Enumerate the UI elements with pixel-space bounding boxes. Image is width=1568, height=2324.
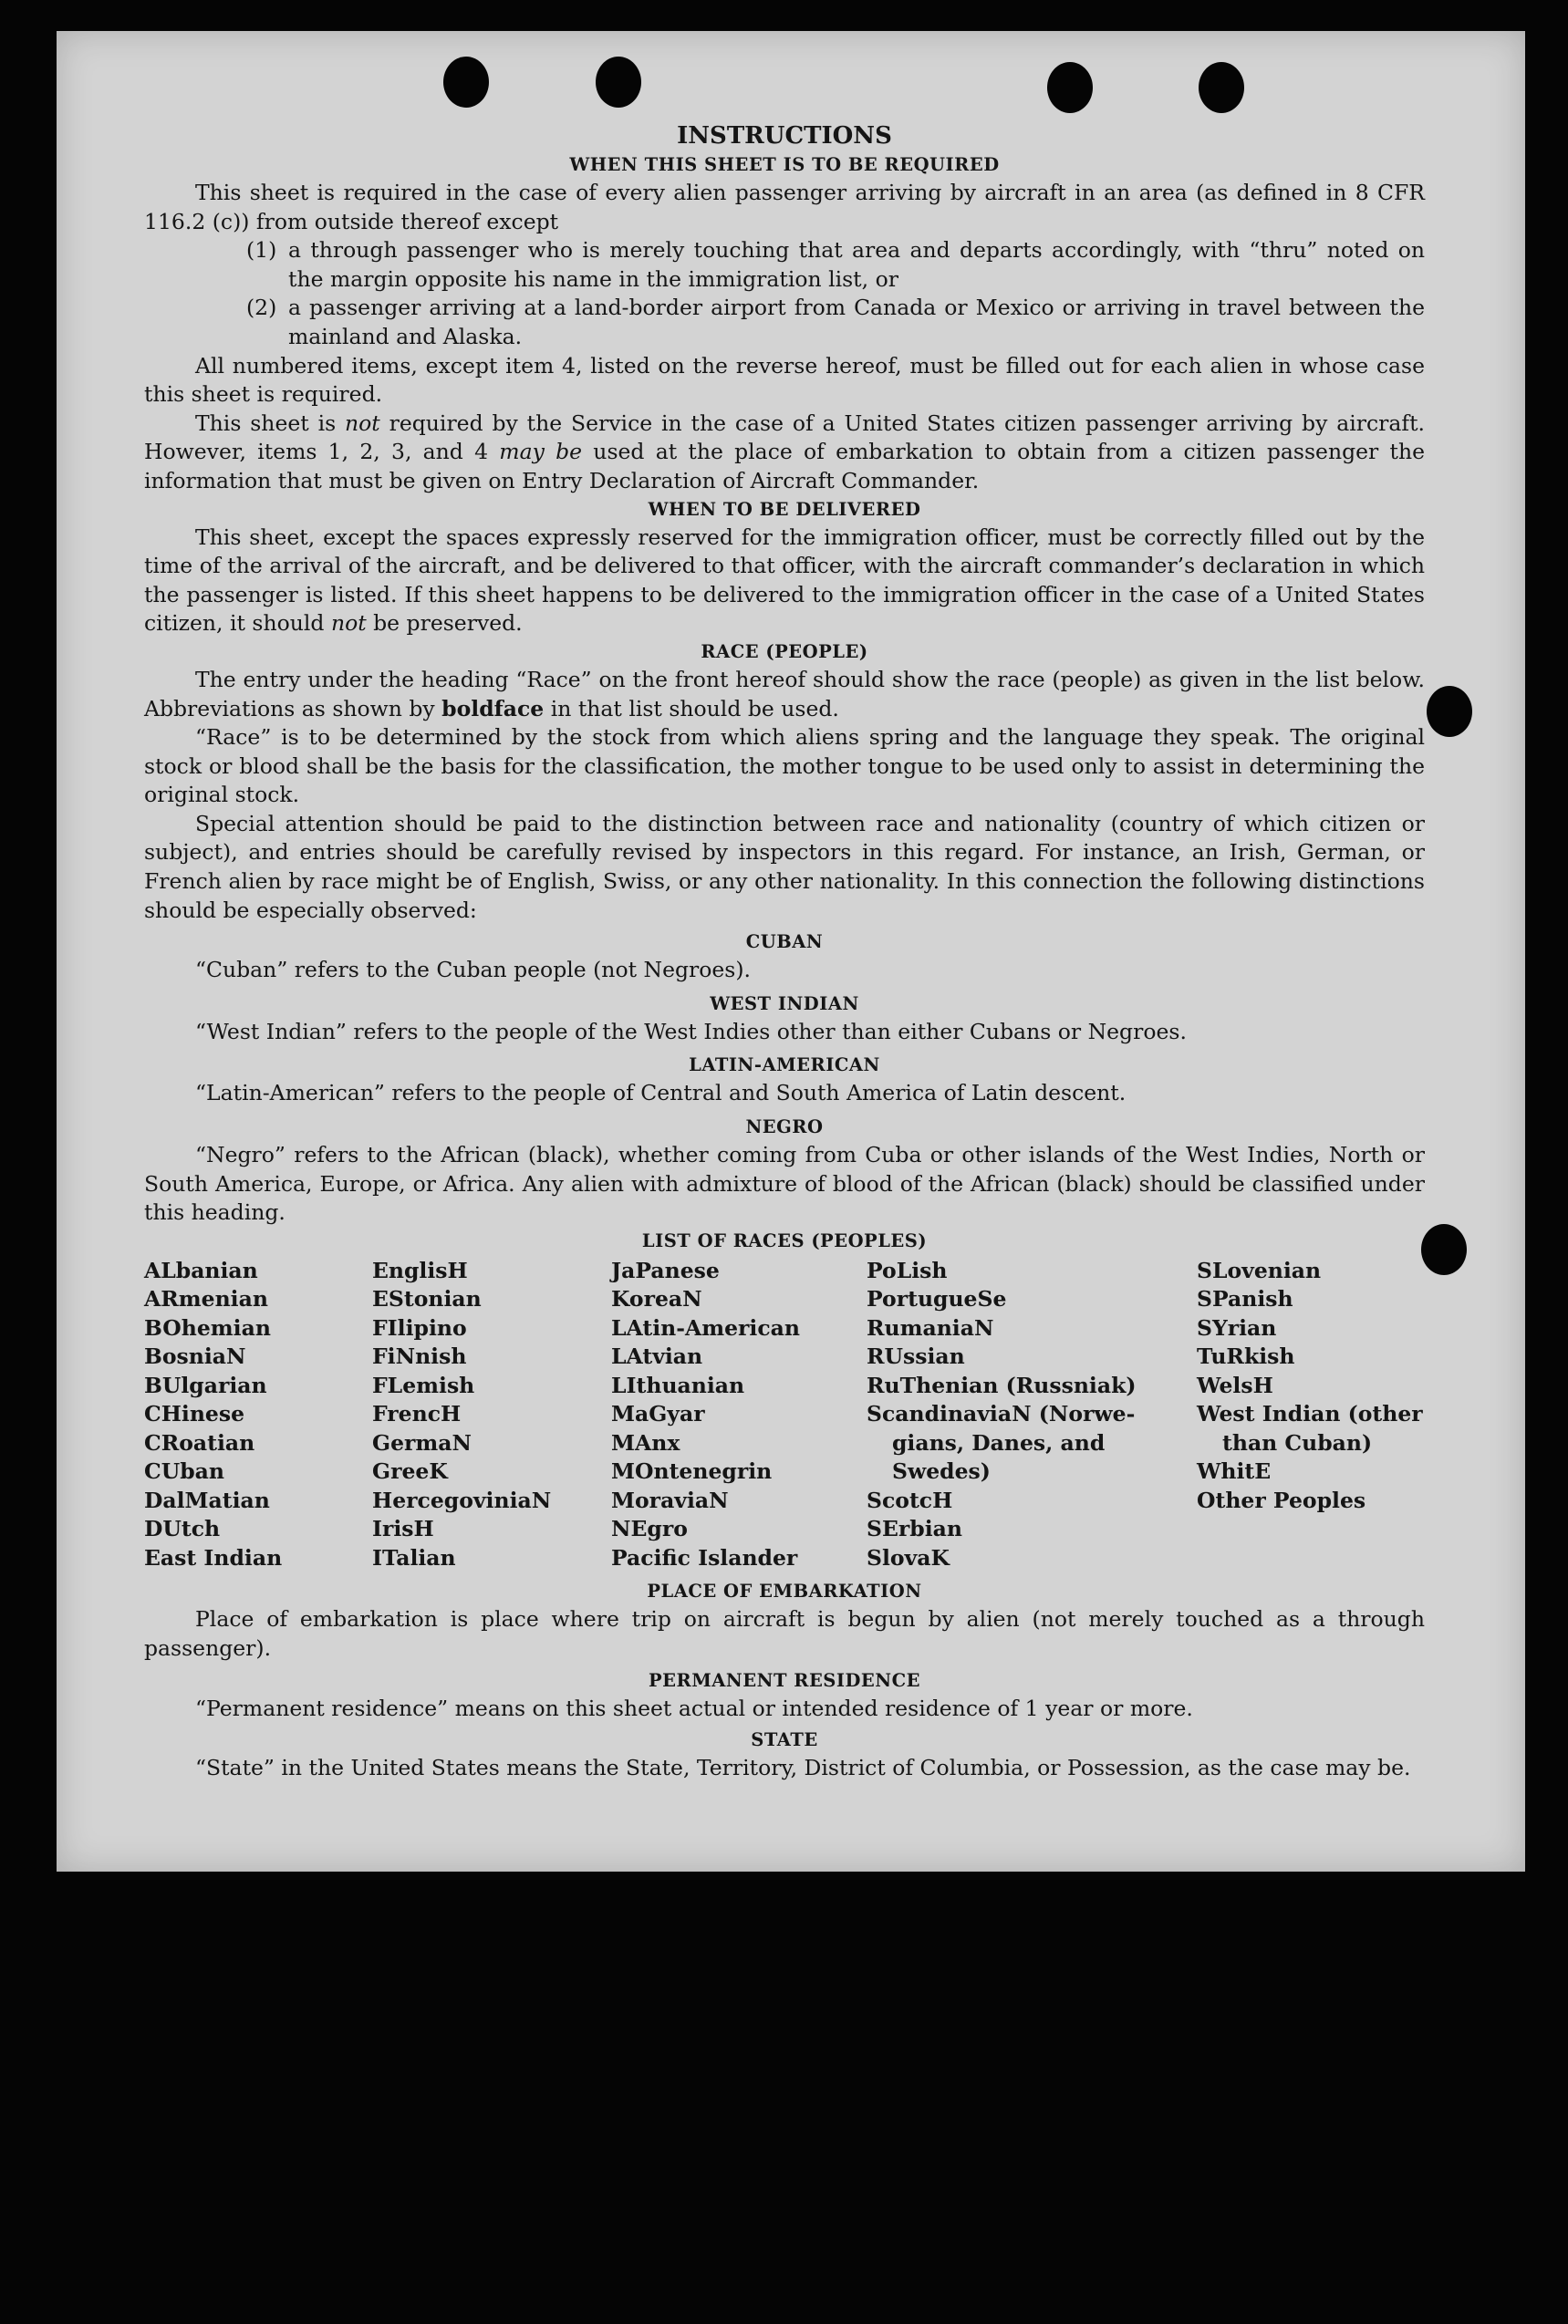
race-entry: BosniaN: [144, 1344, 246, 1370]
race-entry: MaGyar: [611, 1401, 705, 1427]
race-entry: EStonian: [372, 1286, 482, 1312]
embarkation-paragraph: Place of embarkation is place where trip on aircraft is begun by alien (not merely touched as a through passenger).: [144, 1606, 1425, 1661]
race-entry: LIthuanian: [611, 1372, 745, 1398]
race-entry: KoreaN: [611, 1286, 702, 1312]
race-entry: BOhemian: [144, 1314, 271, 1341]
races-list: [144, 1257, 1425, 1573]
section-heading-delivered: WHEN TO BE DELIVERED: [648, 498, 921, 520]
race-paragraph-2: “Race” is to be determined by the stock from which aliens spring and the language they speak. The original stock or blood shall be the basis for the classification, the mother tongue to be used only to assist in determining the original stock.: [144, 724, 1425, 808]
race-paragraph-3: Special attention should be paid to the distinction between race and nationality (country of which citizen or subject), and entries should be carefully revised by inspectors in this regard. For instance, an Irish, German, or French alien by race might be of English, Swiss, or any other nationality. In this connection the following distinctions should be especially observed:: [144, 810, 1425, 923]
section-heading-state: STATE: [751, 1729, 818, 1751]
cuban-paragraph: “Cuban” refers to the Cuban people (not Negroes).: [195, 957, 752, 983]
race-entry: SLovenian: [1197, 1257, 1322, 1283]
race-entry-continued: Swedes): [892, 1458, 991, 1485]
race-entry: ARmenian: [144, 1286, 268, 1312]
race-entry: RuThenian (Russniak): [867, 1372, 1137, 1398]
section-heading-latin-american: LATIN-AMERICAN: [689, 1054, 880, 1076]
item-number: (2): [246, 295, 277, 321]
race-entry: MOntenegrin: [611, 1458, 773, 1485]
race-entry: Pacific Islander: [611, 1544, 798, 1571]
race-entry: East Indian: [144, 1544, 283, 1571]
residence-paragraph: “Permanent residence” means on this sheet actual or intended residence of 1 year or more.: [195, 1695, 1193, 1721]
instructions-text: [144, 117, 1425, 1783]
state-paragraph: “State” in the United States means the State, Territory, District of Columbia, or Possession, as the case may be.: [195, 1755, 1411, 1781]
race-entry: RUssian: [867, 1344, 965, 1370]
race-entry: FLemish: [372, 1372, 475, 1398]
section-heading-required: WHEN THIS SHEET IS TO BE REQUIRED: [569, 154, 1000, 175]
race-entry: ScandinaviaN (Norwe-: [867, 1401, 1136, 1427]
race-entry: SlovaK: [867, 1544, 950, 1571]
punch-hole: [1047, 62, 1093, 113]
punch-hole: [596, 57, 641, 108]
race-entry: HercegoviniaN: [372, 1487, 552, 1513]
item-text: a passenger arriving at a land-border airport from Canada or Mexico or arriving in travel between the mainland and Alaska.: [288, 295, 1425, 349]
race-entry: SErbian: [867, 1516, 962, 1542]
item-text: a through passenger who is merely touching that area and departs accordingly, with “thru” noted on the margin opposite his name in the immigration list, or: [288, 237, 1425, 292]
race-entry: LAtvian: [611, 1344, 703, 1370]
race-entry: DalMatian: [144, 1487, 270, 1513]
section-heading-race: RACE (PEOPLE): [701, 640, 868, 662]
race-entry: ITalian: [372, 1544, 456, 1571]
race-entry: SPanish: [1197, 1286, 1293, 1312]
races-column-1: [144, 1257, 372, 1573]
race-entry: FIlipino: [372, 1314, 467, 1341]
delivered-paragraph: This sheet, except the spaces expressly reserved for the immigration officer, must be correctly filled out by the time of the arrival of the aircraft, and be delivered to that officer, with the aircraft commander’s declaration in which the passenger is listed. If this sheet happens to be delivered to the immigration officer in the case of a United States citizen, it should not be preserved.: [144, 524, 1425, 637]
race-entry: DUtch: [144, 1516, 221, 1542]
race-entry: JaPanese: [611, 1257, 720, 1283]
numbered-items-paragraph: All numbered items, except item 4, listed on the reverse hereof, must be filled out for each alien in whose case this sheet is required.: [144, 352, 1425, 408]
race-entry: IrisH: [372, 1516, 434, 1542]
race-entry: TuRkish: [1197, 1344, 1295, 1370]
race-entry: WhitE: [1197, 1458, 1272, 1485]
punch-hole: [1427, 686, 1472, 737]
race-entry: CRoatian: [144, 1429, 255, 1456]
races-column-4: [867, 1257, 1197, 1573]
punch-hole: [443, 57, 489, 108]
punch-hole: [1199, 62, 1244, 113]
race-entry: MAnx: [611, 1429, 680, 1456]
race-entry: Other Peoples: [1197, 1487, 1366, 1513]
section-heading-races-list: LIST OF RACES (PEOPLES): [641, 1229, 928, 1251]
exception-item-2: [246, 294, 1425, 351]
section-heading-negro: NEGRO: [745, 1116, 824, 1138]
race-entry: NEgro: [611, 1516, 688, 1542]
race-entry: WelsH: [1197, 1372, 1273, 1398]
race-entry: EnglisH: [372, 1257, 468, 1283]
race-entry: FrencH: [372, 1401, 462, 1427]
race-entry: GreeK: [372, 1458, 448, 1485]
race-entry-continued: than Cuban): [1222, 1429, 1373, 1456]
race-entry: FiNnish: [372, 1344, 467, 1370]
race-entry: ALbanian: [144, 1257, 258, 1283]
race-entry: SYrian: [1197, 1314, 1277, 1341]
race-entry: West Indian (other: [1197, 1401, 1423, 1427]
race-entry: CHinese: [144, 1401, 245, 1427]
race-paragraph-1: The entry under the heading “Race” on the front hereof should show the race (people) as given in the list below. Abbreviations as shown by boldface in that list should be used.: [144, 666, 1425, 721]
race-entry: PortugueSe: [867, 1286, 1007, 1312]
race-entry: BUlgarian: [144, 1372, 267, 1398]
section-heading-west-indian: WEST INDIAN: [710, 992, 859, 1014]
races-column-2: [372, 1257, 611, 1573]
latin-american-paragraph: “Latin-American” refers to the people of Central and South America of Latin descent.: [195, 1080, 1127, 1106]
race-entry: RumaniaN: [867, 1314, 994, 1341]
race-entry: PoLish: [867, 1257, 948, 1283]
required-intro: This sheet is required in the case of every alien passenger arriving by aircraft in an area (as defined in 8 CFR 116.2 (c)) from outside thereof except: [144, 180, 1425, 234]
race-entry-continued: gians, Danes, and: [892, 1429, 1106, 1456]
section-heading-residence: PERMANENT RESIDENCE: [648, 1669, 920, 1691]
section-heading-embarkation: PLACE OF EMBARKATION: [647, 1581, 922, 1603]
race-entry: GermaN: [372, 1429, 472, 1456]
race-entry: CUban: [144, 1458, 224, 1485]
race-entry: LAtin-American: [611, 1314, 800, 1341]
item-number: (1): [246, 237, 277, 264]
races-column-3: [611, 1257, 867, 1573]
west-indian-paragraph: “West Indian” refers to the people of the West Indies other than either Cubans or Negroes.: [195, 1018, 1187, 1044]
races-column-5: [1197, 1257, 1425, 1573]
section-heading-cuban: CUBAN: [745, 931, 824, 953]
negro-paragraph: “Negro” refers to the African (black), whether coming from Cuba or other islands of the West Indies, North or South America, Europe, or Africa. Any alien with admixture of blood of the African (black) should be classified under this heading.: [144, 1142, 1425, 1226]
punch-hole: [1421, 1224, 1467, 1275]
race-entry: MoraviaN: [611, 1487, 729, 1513]
race-entry: ScotcH: [867, 1487, 953, 1513]
page-title: INSTRUCTIONS: [677, 122, 892, 150]
citizen-paragraph: This sheet is not required by the Service in the case of a United States citizen passenger arriving by aircraft. However, items 1, 2, 3, and 4 may be used at the place of embarkation to obtain from a citizen passenger the information that must be given on Entry Declaration of Aircraft Commander.: [144, 410, 1425, 493]
exception-item-1: [246, 236, 1425, 294]
